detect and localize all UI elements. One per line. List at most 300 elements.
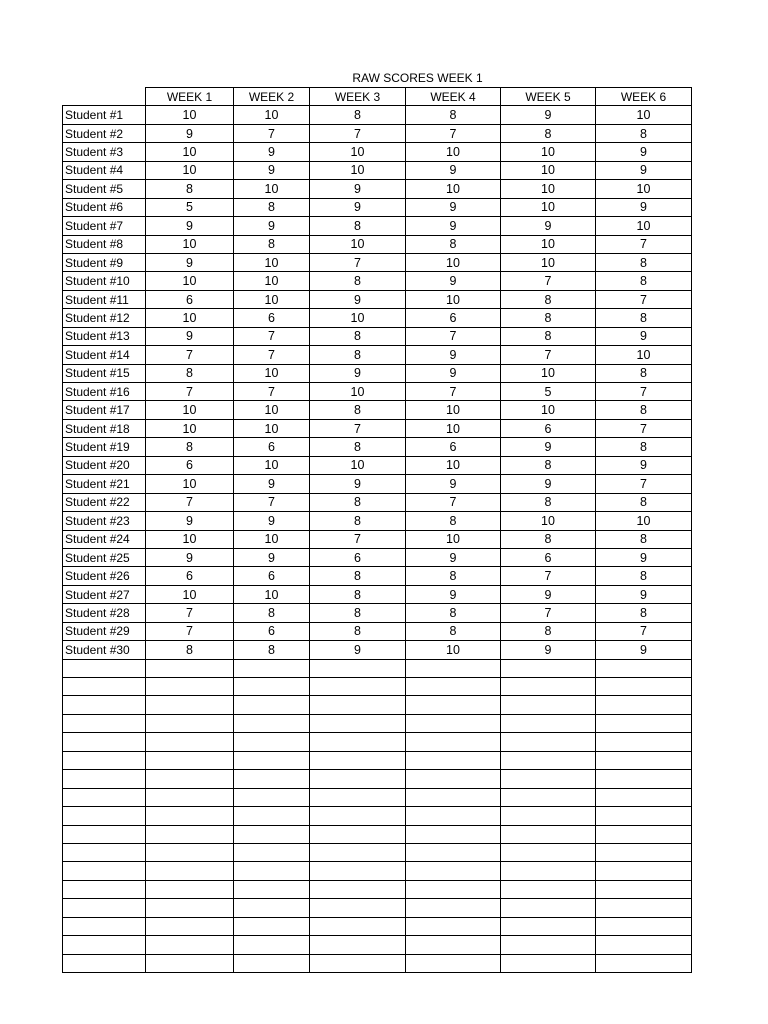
score-cell: 5 <box>146 198 234 216</box>
score-cell: 8 <box>310 106 406 124</box>
score-cell: 10 <box>146 272 234 290</box>
score-cell: 8 <box>310 217 406 235</box>
score-cell: 8 <box>406 235 501 253</box>
student-name-cell <box>63 862 146 880</box>
score-cell: 8 <box>146 438 234 456</box>
student-name-cell: Student #29 <box>63 622 146 640</box>
student-name-cell: Student #14 <box>63 346 146 364</box>
score-cell: 9 <box>406 217 501 235</box>
student-name-cell: Student #21 <box>63 475 146 493</box>
score-cell: 8 <box>501 493 596 511</box>
score-cell: 10 <box>501 235 596 253</box>
score-cell: 8 <box>406 622 501 640</box>
score-cell: 8 <box>310 622 406 640</box>
student-name-cell <box>63 880 146 898</box>
score-cell: 9 <box>406 548 501 566</box>
score-cell: 10 <box>234 106 310 124</box>
student-name-cell <box>63 899 146 917</box>
table-row <box>63 807 692 825</box>
score-cell <box>234 843 310 861</box>
score-cell: 9 <box>146 512 234 530</box>
student-name-cell: Student #27 <box>63 585 146 603</box>
student-name-cell: Student #28 <box>63 604 146 622</box>
score-cell: 7 <box>596 622 692 640</box>
table-row <box>63 309 692 327</box>
score-cell: 8 <box>596 438 692 456</box>
table-row <box>63 346 692 364</box>
score-cell <box>310 807 406 825</box>
table-row <box>63 475 692 493</box>
score-cell <box>146 936 234 954</box>
score-cell <box>146 825 234 843</box>
score-cell <box>146 862 234 880</box>
score-cell: 6 <box>501 419 596 437</box>
column-header-week-2: WEEK 2 <box>234 88 310 106</box>
score-cell: 8 <box>596 253 692 271</box>
score-cell: 7 <box>234 346 310 364</box>
score-cell: 10 <box>406 253 501 271</box>
student-name-cell: Student #25 <box>63 548 146 566</box>
score-cell: 9 <box>406 364 501 382</box>
score-cell: 10 <box>146 309 234 327</box>
header-corner-cell <box>63 88 146 106</box>
score-cell: 7 <box>310 530 406 548</box>
student-name-cell <box>63 917 146 935</box>
score-cell <box>501 696 596 714</box>
score-cell: 10 <box>406 419 501 437</box>
score-cell: 9 <box>234 217 310 235</box>
score-cell: 7 <box>406 327 501 345</box>
score-cell: 10 <box>234 180 310 198</box>
score-cell: 7 <box>234 383 310 401</box>
score-cell: 8 <box>146 364 234 382</box>
score-cell: 10 <box>146 143 234 161</box>
score-cell: 8 <box>596 364 692 382</box>
score-cell: 8 <box>234 198 310 216</box>
table-row <box>63 217 692 235</box>
table-row <box>63 493 692 511</box>
table-row <box>63 512 692 530</box>
score-cell: 9 <box>596 143 692 161</box>
score-cell <box>310 751 406 769</box>
score-cell: 10 <box>406 530 501 548</box>
table-row <box>63 364 692 382</box>
score-cell <box>310 843 406 861</box>
score-cell: 8 <box>596 530 692 548</box>
score-cell: 10 <box>146 585 234 603</box>
score-cell: 8 <box>501 327 596 345</box>
score-cell <box>310 733 406 751</box>
score-cell: 7 <box>310 124 406 142</box>
score-cell: 8 <box>146 180 234 198</box>
score-cell <box>501 917 596 935</box>
score-cell <box>406 862 501 880</box>
score-cell: 9 <box>501 106 596 124</box>
score-cell <box>310 825 406 843</box>
score-cell <box>501 733 596 751</box>
table-row <box>63 235 692 253</box>
score-cell: 7 <box>146 622 234 640</box>
score-cell: 6 <box>234 622 310 640</box>
score-cell <box>596 678 692 696</box>
score-cell: 10 <box>501 180 596 198</box>
score-cell <box>234 659 310 677</box>
score-cell: 8 <box>596 604 692 622</box>
score-cell: 9 <box>596 198 692 216</box>
score-cell <box>596 880 692 898</box>
score-cell: 10 <box>234 364 310 382</box>
score-cell: 6 <box>310 548 406 566</box>
score-cell: 9 <box>310 290 406 308</box>
student-name-cell: Student #6 <box>63 198 146 216</box>
table-row <box>63 198 692 216</box>
score-cell <box>234 788 310 806</box>
score-cell <box>146 880 234 898</box>
student-name-cell: Student #16 <box>63 383 146 401</box>
score-cell: 9 <box>146 124 234 142</box>
score-cell: 7 <box>501 346 596 364</box>
score-cell <box>596 862 692 880</box>
table-row <box>63 180 692 198</box>
score-cell: 10 <box>501 253 596 271</box>
score-cell: 6 <box>234 438 310 456</box>
score-cell: 10 <box>501 198 596 216</box>
score-cell: 9 <box>310 475 406 493</box>
student-name-cell: Student #17 <box>63 401 146 419</box>
score-cell: 10 <box>501 364 596 382</box>
score-cell <box>501 678 596 696</box>
score-cell: 7 <box>146 346 234 364</box>
score-cell: 9 <box>501 217 596 235</box>
student-name-cell <box>63 843 146 861</box>
score-cell <box>501 880 596 898</box>
score-cell: 8 <box>310 585 406 603</box>
student-name-cell <box>63 751 146 769</box>
student-name-cell <box>63 696 146 714</box>
score-cell: 10 <box>234 456 310 474</box>
score-cell <box>310 862 406 880</box>
table-row <box>63 733 692 751</box>
score-cell: 10 <box>146 401 234 419</box>
score-cell <box>406 714 501 732</box>
score-cell <box>146 770 234 788</box>
score-cell: 7 <box>310 253 406 271</box>
student-name-cell: Student #30 <box>63 641 146 659</box>
score-cell: 10 <box>146 235 234 253</box>
score-cell: 10 <box>234 419 310 437</box>
table-row <box>63 456 692 474</box>
score-cell: 8 <box>596 309 692 327</box>
score-cell <box>146 807 234 825</box>
column-header-week-5: WEEK 5 <box>501 88 596 106</box>
score-cell <box>596 659 692 677</box>
table-row <box>63 641 692 659</box>
score-cell: 5 <box>501 383 596 401</box>
score-cell <box>406 954 501 972</box>
table-row <box>63 604 692 622</box>
score-cell: 8 <box>310 512 406 530</box>
score-cell: 8 <box>406 604 501 622</box>
score-cell: 8 <box>596 567 692 585</box>
table-row <box>63 143 692 161</box>
score-cell <box>501 843 596 861</box>
score-cell <box>146 659 234 677</box>
student-name-cell: Student #3 <box>63 143 146 161</box>
table-row <box>63 567 692 585</box>
student-name-cell: Student #13 <box>63 327 146 345</box>
score-cell <box>406 678 501 696</box>
score-cell: 7 <box>501 567 596 585</box>
score-cell: 9 <box>501 438 596 456</box>
student-name-cell: Student #5 <box>63 180 146 198</box>
score-cell: 8 <box>310 272 406 290</box>
table-row <box>63 419 692 437</box>
score-cell: 10 <box>310 383 406 401</box>
score-cell: 7 <box>501 604 596 622</box>
score-cell <box>146 843 234 861</box>
student-name-cell <box>63 807 146 825</box>
score-cell <box>501 751 596 769</box>
score-cell: 9 <box>310 180 406 198</box>
score-cell: 8 <box>234 641 310 659</box>
score-cell: 10 <box>146 419 234 437</box>
score-cell: 10 <box>146 530 234 548</box>
score-cell: 9 <box>596 456 692 474</box>
score-cell <box>234 917 310 935</box>
score-cell <box>596 788 692 806</box>
score-cell: 10 <box>234 530 310 548</box>
score-cell: 6 <box>234 567 310 585</box>
student-name-cell: Student #23 <box>63 512 146 530</box>
student-name-cell <box>63 733 146 751</box>
student-name-cell: Student #8 <box>63 235 146 253</box>
scores-table <box>62 87 692 973</box>
table-row <box>63 917 692 935</box>
table-row <box>63 253 692 271</box>
score-cell: 9 <box>234 475 310 493</box>
student-name-cell: Student #7 <box>63 217 146 235</box>
score-cell <box>406 917 501 935</box>
score-cell <box>234 714 310 732</box>
score-cell: 6 <box>501 548 596 566</box>
student-name-cell: Student #26 <box>63 567 146 585</box>
column-header-week-6: WEEK 6 <box>596 88 692 106</box>
student-name-cell <box>63 788 146 806</box>
student-name-cell <box>63 770 146 788</box>
score-cell: 10 <box>596 106 692 124</box>
score-cell <box>310 788 406 806</box>
table-row <box>63 770 692 788</box>
table-row <box>63 585 692 603</box>
score-cell: 7 <box>406 383 501 401</box>
score-cell: 10 <box>406 143 501 161</box>
score-cell: 9 <box>146 327 234 345</box>
score-cell: 9 <box>501 641 596 659</box>
score-cell <box>596 825 692 843</box>
score-cell <box>234 751 310 769</box>
score-cell: 10 <box>310 143 406 161</box>
score-cell: 10 <box>406 401 501 419</box>
score-cell <box>310 880 406 898</box>
score-cell <box>406 807 501 825</box>
score-cell <box>501 770 596 788</box>
score-cell: 10 <box>234 401 310 419</box>
score-cell: 7 <box>234 493 310 511</box>
score-cell: 9 <box>310 364 406 382</box>
student-name-cell: Student #10 <box>63 272 146 290</box>
student-name-cell <box>63 714 146 732</box>
score-cell: 7 <box>596 235 692 253</box>
score-cell <box>501 788 596 806</box>
table-row <box>63 954 692 972</box>
score-cell: 8 <box>234 604 310 622</box>
sheet-title: RAW SCORES WEEK 1 <box>352 71 483 85</box>
score-cell <box>596 770 692 788</box>
score-cell: 8 <box>596 272 692 290</box>
score-cell <box>234 936 310 954</box>
score-cell: 10 <box>234 290 310 308</box>
header-row <box>63 88 692 106</box>
score-cell <box>501 659 596 677</box>
table-row <box>63 714 692 732</box>
score-cell: 8 <box>310 493 406 511</box>
score-cell <box>146 696 234 714</box>
table-row <box>63 751 692 769</box>
score-cell <box>596 899 692 917</box>
score-cell <box>234 733 310 751</box>
score-cell <box>310 770 406 788</box>
score-cell: 10 <box>596 180 692 198</box>
score-cell: 10 <box>310 235 406 253</box>
score-cell: 9 <box>234 143 310 161</box>
score-cell: 8 <box>501 530 596 548</box>
score-cell: 8 <box>596 493 692 511</box>
score-cell <box>501 862 596 880</box>
score-cell: 9 <box>596 161 692 179</box>
score-cell <box>596 751 692 769</box>
table-row <box>63 899 692 917</box>
score-cell: 7 <box>596 419 692 437</box>
score-cell <box>234 954 310 972</box>
table-row <box>63 936 692 954</box>
score-cell: 9 <box>406 585 501 603</box>
table-row <box>63 862 692 880</box>
score-cell: 8 <box>310 604 406 622</box>
score-cell: 10 <box>501 161 596 179</box>
score-cell <box>501 936 596 954</box>
score-cell: 9 <box>596 548 692 566</box>
score-cell: 9 <box>406 198 501 216</box>
score-cell <box>234 770 310 788</box>
score-cell: 7 <box>596 383 692 401</box>
score-cell: 10 <box>501 143 596 161</box>
score-cell: 8 <box>501 456 596 474</box>
score-cell <box>234 880 310 898</box>
score-cell <box>234 678 310 696</box>
score-cell: 8 <box>310 567 406 585</box>
student-name-cell: Student #4 <box>63 161 146 179</box>
score-cell: 8 <box>310 401 406 419</box>
table-row <box>63 124 692 142</box>
score-cell <box>596 954 692 972</box>
score-cell <box>310 954 406 972</box>
score-cell: 9 <box>501 475 596 493</box>
table-row <box>63 659 692 677</box>
score-cell <box>234 696 310 714</box>
score-cell: 6 <box>406 438 501 456</box>
student-name-cell: Student #15 <box>63 364 146 382</box>
score-cell <box>310 659 406 677</box>
column-header-week-3: WEEK 3 <box>310 88 406 106</box>
score-cell: 10 <box>310 309 406 327</box>
score-cell <box>596 733 692 751</box>
score-cell: 10 <box>234 272 310 290</box>
score-cell: 10 <box>146 161 234 179</box>
score-cell: 9 <box>596 585 692 603</box>
score-cell <box>596 696 692 714</box>
score-cell: 8 <box>406 512 501 530</box>
table-row <box>63 530 692 548</box>
score-cell <box>406 880 501 898</box>
score-cell: 8 <box>501 124 596 142</box>
score-cell <box>501 825 596 843</box>
student-name-cell <box>63 936 146 954</box>
student-name-cell: Student #12 <box>63 309 146 327</box>
table-row <box>63 622 692 640</box>
score-cell <box>234 825 310 843</box>
score-cell: 8 <box>406 106 501 124</box>
score-cell: 8 <box>310 346 406 364</box>
table-row <box>63 678 692 696</box>
score-cell: 8 <box>406 567 501 585</box>
score-cell: 10 <box>406 290 501 308</box>
table-row <box>63 438 692 456</box>
score-cell: 8 <box>310 327 406 345</box>
score-cell: 10 <box>596 346 692 364</box>
student-name-cell: Student #19 <box>63 438 146 456</box>
score-cell: 8 <box>310 438 406 456</box>
score-cell <box>234 899 310 917</box>
student-name-cell <box>63 954 146 972</box>
score-cell: 8 <box>501 622 596 640</box>
score-cell <box>596 936 692 954</box>
table-row <box>63 696 692 714</box>
score-cell <box>596 843 692 861</box>
score-cell: 9 <box>406 161 501 179</box>
score-cell <box>146 954 234 972</box>
table-row <box>63 843 692 861</box>
score-cell <box>146 788 234 806</box>
score-cell: 8 <box>596 401 692 419</box>
score-cell: 9 <box>146 548 234 566</box>
student-name-cell: Student #11 <box>63 290 146 308</box>
score-cell: 9 <box>310 198 406 216</box>
score-cell <box>406 770 501 788</box>
table-row <box>63 788 692 806</box>
score-cell: 10 <box>146 106 234 124</box>
score-cell <box>146 714 234 732</box>
score-cell: 10 <box>596 512 692 530</box>
score-cell: 9 <box>406 272 501 290</box>
score-cell <box>406 843 501 861</box>
score-cell <box>406 899 501 917</box>
score-cell <box>310 678 406 696</box>
score-cell <box>146 917 234 935</box>
score-cell <box>310 899 406 917</box>
score-cell: 10 <box>310 161 406 179</box>
score-cell: 7 <box>234 124 310 142</box>
score-cell: 8 <box>501 309 596 327</box>
